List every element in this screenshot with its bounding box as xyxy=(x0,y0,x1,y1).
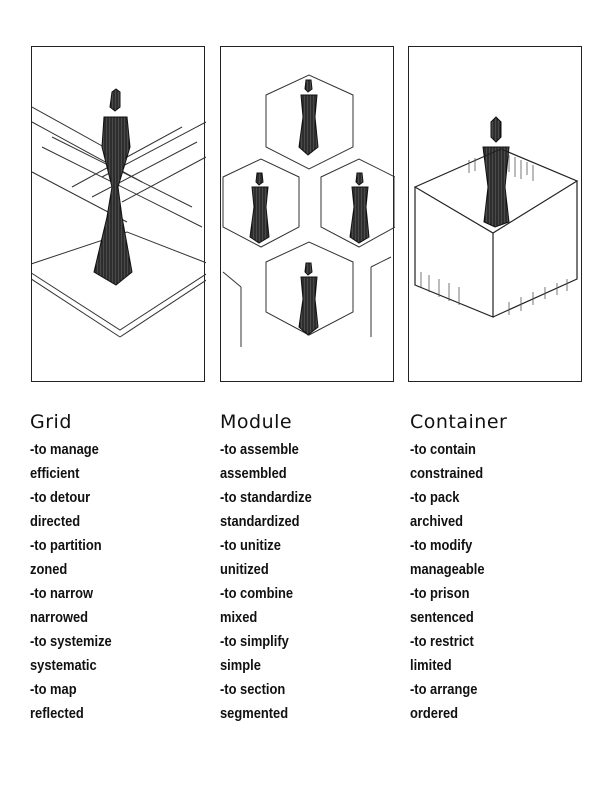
list-item: -to assemble xyxy=(220,441,299,458)
term-list xyxy=(30,438,125,726)
term-list xyxy=(410,438,507,726)
list-item: -to simplify xyxy=(220,633,289,650)
column-title: Container xyxy=(410,411,508,433)
list-item: narrowed xyxy=(30,609,89,626)
list-item: constrained xyxy=(410,465,484,482)
list-item: -to combine xyxy=(220,585,294,602)
container-column xyxy=(410,410,507,726)
list-item: -to partition xyxy=(30,537,102,554)
list-item: -to contain xyxy=(410,441,476,458)
figure-silhouette xyxy=(299,80,318,155)
term-list xyxy=(220,438,327,726)
list-item: limited xyxy=(410,657,452,674)
figure-silhouette xyxy=(483,117,509,227)
list-item: -to section xyxy=(220,681,286,698)
list-item: efficient xyxy=(30,465,80,482)
figures-in-hexagon-modules-sketch xyxy=(221,47,395,383)
list-item: standardized xyxy=(220,513,300,530)
figure-silhouette xyxy=(350,173,369,243)
list-item: -to map xyxy=(30,681,77,698)
figure-silhouette xyxy=(299,263,318,335)
list-item: zoned xyxy=(30,561,68,578)
container-illustration-panel xyxy=(408,46,582,382)
list-item: -to prison xyxy=(410,585,470,602)
figure-silhouette xyxy=(250,173,269,243)
list-item: -to restrict xyxy=(410,633,474,650)
grid-column xyxy=(30,410,125,726)
list-item: -to modify xyxy=(410,537,473,554)
grid-illustration-panel xyxy=(31,46,205,382)
list-item: segmented xyxy=(220,705,289,722)
list-item: systematic xyxy=(30,657,97,674)
module-column xyxy=(220,410,327,726)
list-item: -to systemize xyxy=(30,633,112,650)
list-item: -to pack xyxy=(410,489,460,506)
list-item: archived xyxy=(410,513,464,530)
list-item: ordered xyxy=(410,705,459,722)
list-item: manageable xyxy=(410,561,485,578)
figure-on-grid-sketch xyxy=(32,47,206,383)
list-item: -to narrow xyxy=(30,585,94,602)
column-title: Grid xyxy=(30,411,72,433)
list-item: assembled xyxy=(220,465,287,482)
list-item: -to unitize xyxy=(220,537,281,554)
list-item: simple xyxy=(220,657,261,674)
list-item: mixed xyxy=(220,609,258,626)
list-item: -to arrange xyxy=(410,681,478,698)
list-item: unitized xyxy=(220,561,269,578)
list-item: sentenced xyxy=(410,609,474,626)
list-item: -to standardize xyxy=(220,489,312,506)
column-title: Module xyxy=(220,411,293,433)
list-item: directed xyxy=(30,513,81,530)
module-illustration-panel xyxy=(220,46,394,382)
list-item: -to detour xyxy=(30,489,91,506)
list-item: -to manage xyxy=(30,441,99,458)
list-item: reflected xyxy=(30,705,84,722)
figure-silhouette xyxy=(94,89,132,285)
figure-in-open-box-sketch xyxy=(409,47,583,383)
